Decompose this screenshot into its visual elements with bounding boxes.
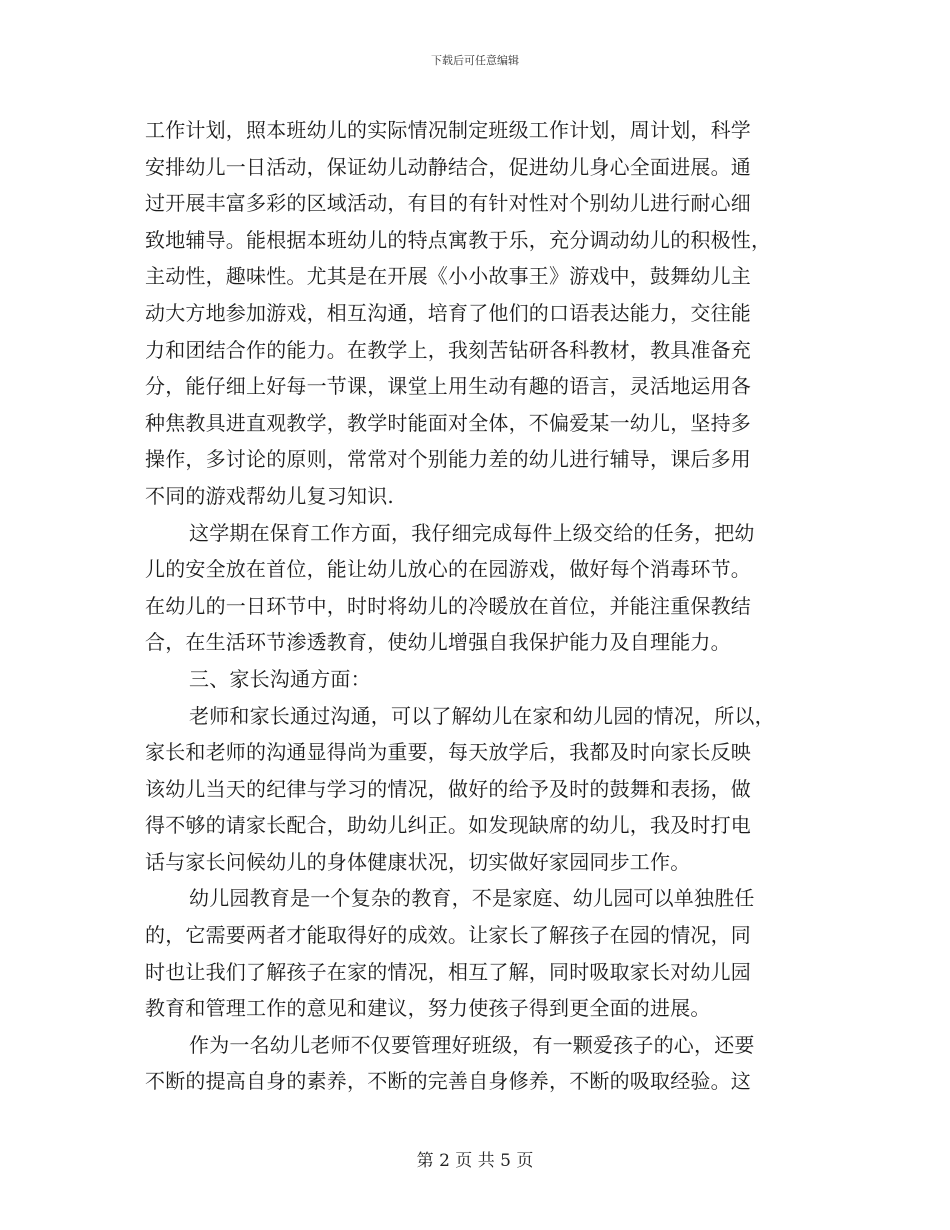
text-line: 在幼儿的一日环节中，时时将幼儿的冷暖放在首位，并能注重保教结 xyxy=(145,593,751,618)
text-line: 儿的安全放在首位，能让幼儿放心的在园游戏，做好每个消毒环节。 xyxy=(145,557,751,582)
text-line: 话与家长问候幼儿的身体健康状况，切实做好家园同步工作。 xyxy=(145,849,691,874)
text-line: 幼儿园教育是一个复杂的教育，不是家庭、幼儿园可以单独胜任 xyxy=(189,886,755,911)
text-line: 的，它需要两者才能取得好的成效。让家长了解孩子在园的情况，同 xyxy=(145,923,751,948)
text-line: 操作，多讨论的原则，常常对个别能力差的幼儿进行辅导，课后多用 xyxy=(145,447,751,472)
text-line: 得不够的请家长配合，助幼儿纠正。如发现缺席的幼儿，我及时打电 xyxy=(145,813,751,838)
page-number: 第 2 页 共 5 页 xyxy=(416,1151,534,1171)
text-line: 这学期在保育工作方面，我仔细完成每件上级交给的任务，把幼 xyxy=(189,520,755,545)
text-line: 该幼儿当天的纪律与学习的情况，做好的给予及时的鼓舞和表扬，做 xyxy=(145,776,751,801)
text-line: 家长和老师的沟通显得尚为重要，每天放学后，我都及时向家长反映 xyxy=(145,740,751,765)
text-line: 合，在生活环节渗透教育，使幼儿增强自我保护能力及自理能力。 xyxy=(145,630,731,655)
text-line: 力和团结合作的能力。在教学上，我刻苦钻研各科教材，教具准备充 xyxy=(145,337,751,362)
text-line: 种焦教具进直观教学，教学时能面对全体，不偏爱某一幼儿，坚持多 xyxy=(145,410,751,435)
text-line: 安排幼儿一日活动，保证幼儿动静结合，促进幼儿身心全面进展。通 xyxy=(145,154,751,179)
text-line: 不断的提高自身的素养，不断的完善自身修养，不断的吸取经验。这 xyxy=(145,1069,751,1094)
text-line: 工作计划，照本班幼儿的实际情况制定班级工作计划，周计划，科学 xyxy=(145,118,751,142)
text-line: 致地辅导。能根据本班幼儿的特点寓教于乐，充分调动幼儿的积极性， xyxy=(145,227,772,252)
page-header: 下载后可任意编辑 xyxy=(431,54,519,67)
text-line: 三、家长沟通方面： xyxy=(189,666,371,691)
document-body xyxy=(145,112,805,1100)
text-line: 过开展丰富多彩的区域活动，有目的有针对性对个别幼儿进行耐心细 xyxy=(145,191,751,216)
text-line: 主动性，趣味性。尤其是在开展《小小故事王》游戏中，鼓舞幼儿主 xyxy=(145,264,751,289)
text-line: 时也让我们了解孩子在家的情况，相互了解，同时吸取家长对幼儿园 xyxy=(145,959,751,984)
text-line: 分，能仔细上好每一节课，课堂上用生动有趣的语言，灵活地运用各 xyxy=(145,374,751,399)
text-line: 老师和家长通过沟通，可以了解幼儿在家和幼儿园的情况，所以， xyxy=(189,703,775,728)
text-line: 动大方地参加游戏，相互沟通，培育了他们的口语表达能力，交往能 xyxy=(145,300,751,325)
text-line: 教育和管理工作的意见和建议，努力使孩子得到更全面的进展。 xyxy=(145,996,711,1021)
text-line: 不同的游戏帮幼儿复习知识. xyxy=(145,483,394,508)
text-line: 作为一名幼儿老师不仅要管理好班级，有一颗爱孩子的心，还要 xyxy=(189,1032,755,1057)
